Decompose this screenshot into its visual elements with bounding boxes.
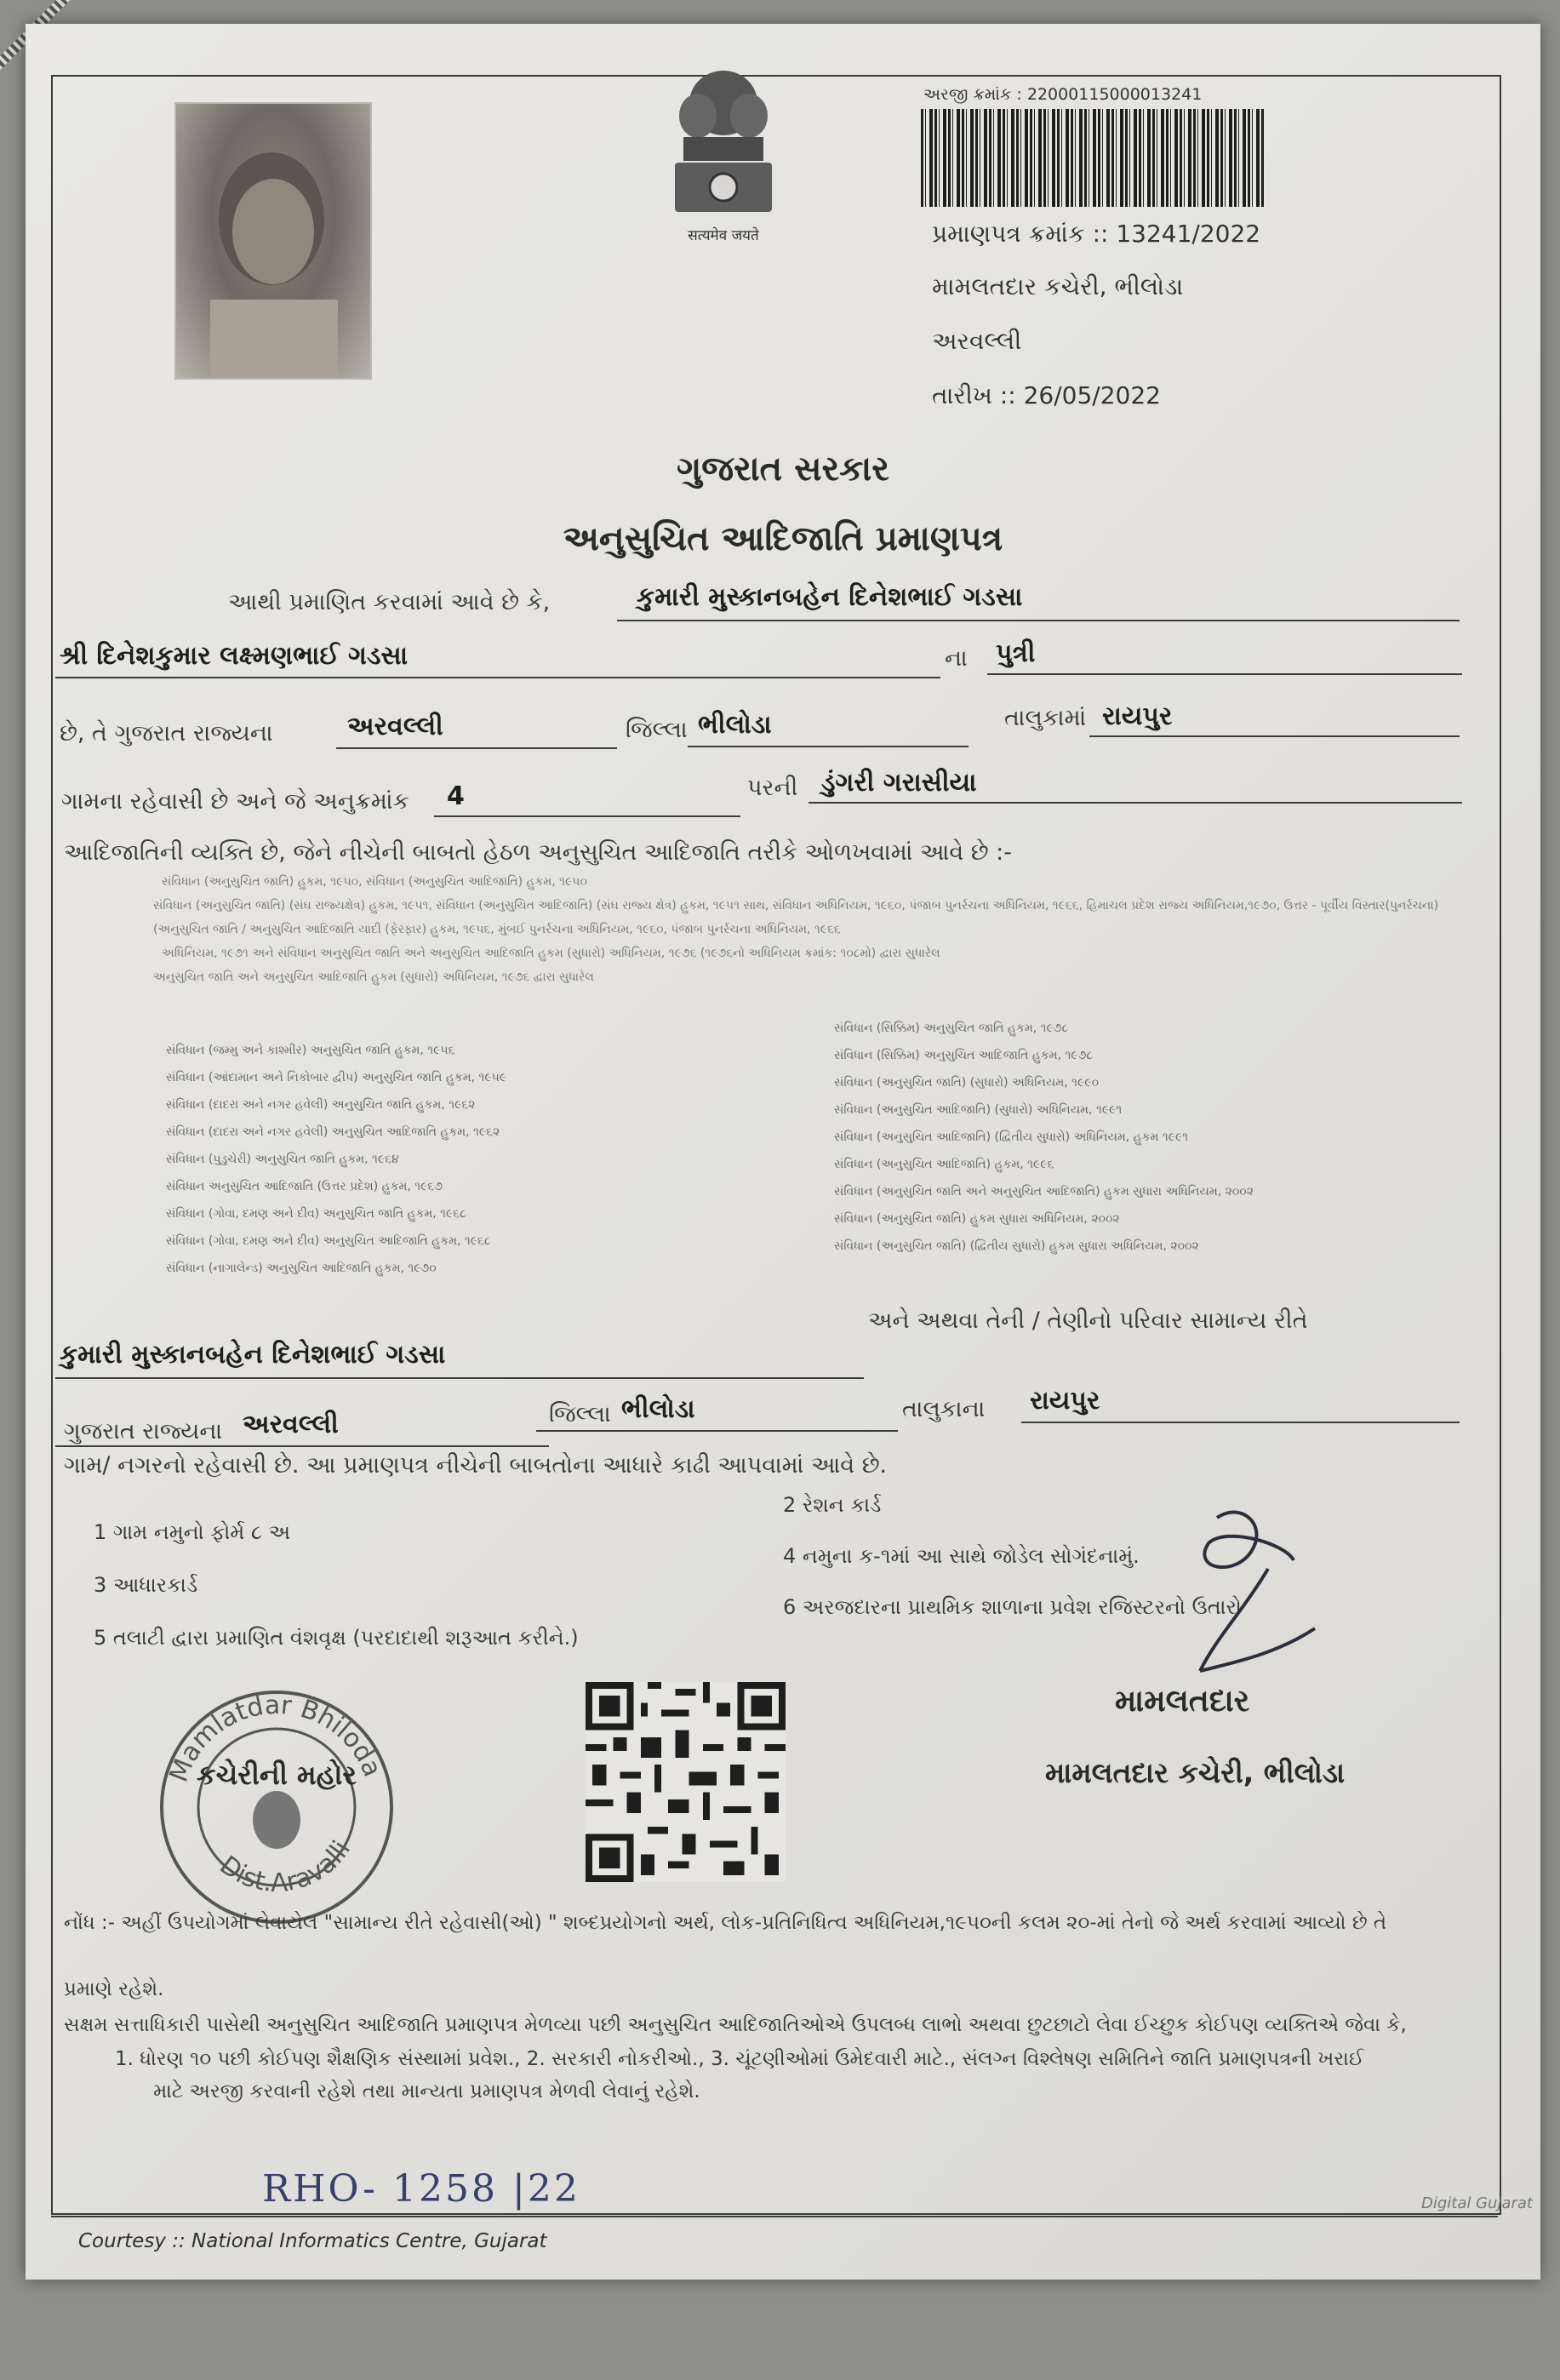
- certificate-number: પ્રમાણપત્ર ક્રમાંક :: 13241/2022: [932, 220, 1261, 248]
- taluka-underline-2: [1021, 1422, 1460, 1423]
- tribe-value: ડુંગરી ગરાસીયા: [821, 768, 977, 798]
- taluka-label-2: તાલુકાના: [902, 1396, 986, 1422]
- act-item: સંવિધાન (સિક્કિમ) અનુસુચિત આદિજાતિ હુકમ, ૧૯૭૮: [834, 1049, 1094, 1062]
- district-value-2: અરવલ્લી: [243, 1410, 339, 1439]
- act-item: સંવિધાન (જમ્મુ અને કાશ્મીર) અનુસુચિત જાતિ હુકમ, ૧૯૫૬: [166, 1044, 455, 1057]
- document-item: 6 અરજદારના પ્રાથમિક શાળાના પ્રવેશ રજિસ્ટરનો ઉતારો: [783, 1595, 1242, 1619]
- national-emblem-icon: [651, 56, 796, 252]
- legal-line: (અનુસુચિત જાતિ / અનુસુચિત આદિજાતિ યાદી (ફેરફાર) હુકમ, ૧૯૫૬, મુંબઈ પુનર્રચના અધિનિયમ, ૧૯૬૦, પંજાબ પુનર્રચના અધિનિયમ, ૧૯૬૬: [153, 923, 841, 936]
- note-line: સક્ષમ સત્તાધિકારી પાસેથી અનુસુચિત આદિજાતિ પ્રમાણપત્ર મેળવ્યા પછી અનુસુચિત આદિજાતિઓએ ઉપલબ્ધ લાભો અથવા છુટછાટો લેવા ઈચ્છુક કોઈપણ વ્યક્તિએ જેવા કે,: [64, 2014, 1407, 2036]
- signatory-designation: મામલતદાર: [1115, 1684, 1250, 1719]
- taluka-value-2: રાયપુર: [1030, 1386, 1100, 1416]
- act-item: સંવિધાન (ગોવા, દમણ અને દીવ) અનુસુચિત જાતિ હુકમ, ૧૯૬૮: [166, 1207, 466, 1221]
- act-item: સંવિધાન (આંદામાન અને નિકોબાર દ્વીપ) અનુસુચિત જાતિ હુકમ, ૧૯૫૯: [166, 1071, 507, 1084]
- relation-underline: [987, 673, 1462, 675]
- act-item: સંવિધાન (અનુસુચિત આદિજાતિ) હુકમ, ૧૯૯૬: [834, 1158, 1054, 1171]
- act-item: સંવિધાન (અનુસુચિત આદિજાતિ) (દ્વિતીય સુધારો) અધિનિયમ, હુકમ ૧૯૯૧: [834, 1130, 1189, 1144]
- state-label-2: ગુજરાત રાજ્યના: [64, 1418, 223, 1445]
- legal-line: અધિનિયમ, ૧૯૭૧ અને સંવિધાન અનુસુચિત જાતિ અને અનુસુચિત આદિજાતિ હુકમ (સુધારો) અધિનિયમ, ૧૯૭૬ (૧૯૭૬નો અધિનિયમ ક્રમાંક: ૧૦૮મો) દ્વારા સુધારેલ: [162, 947, 940, 960]
- act-item: સંવિધાન (અનુસુચિત આદિજાતિ) (સુધારો) અધિનિયમ, ૧૯૯૧: [834, 1103, 1123, 1117]
- certificate-paper: [26, 24, 1540, 2280]
- serial-underline: [434, 815, 740, 817]
- digital-gujarat-mark: Digital Gujarat: [1421, 2194, 1533, 2212]
- basis-text: ગામ/ નગરનો રહેવાસી છે. આ પ્રમાણપત્ર નીચેની બાબતોના આધારે કાઢી આપવામાં આવે છે.: [64, 1452, 888, 1479]
- applicant-name-underline: [617, 620, 1460, 621]
- father-name-underline: [55, 677, 940, 678]
- jilla-value: ભીલોડા: [698, 710, 772, 740]
- serial-number: 4: [447, 781, 465, 811]
- seal-ring-top: Mamlatdar Bhiloda: [163, 1690, 388, 1787]
- certificate-title: અનુસુચિત આદિજાતિ પ્રમાણપત્ર: [563, 519, 1003, 558]
- district-value: અરવલ્લી: [347, 712, 443, 741]
- note-line: નોંધ :- અહીં ઉપયોગમાં લેવાયેલ "સામાન્ય રીતે રહેવાસી(ઓ) " શબ્દપ્રયોગનો અર્થ, લોક-પ્રતિનિધિત્વ અધિનિયમ,૧૯૫૦ની કલમ ૨૦-માં તેનો જે અર્થ કરવામાં આવ્યો છે તે: [64, 1912, 1387, 1934]
- document-item: 5 તલાટી દ્વારા પ્રમાણિત વંશવૃક્ષ (પરદાદાથી શરૂઆત કરીને.): [94, 1626, 579, 1650]
- legal-line: અનુસુચિત જાતિ અને અનુસુચિત આદિજાતિ હુકમ (સુધારો) અધિનિયમ, ૧૯૭૬ દ્વારા સુધારેલ: [153, 970, 594, 984]
- legal-line: સંવિધાન (અનુસુચિત જાતિ) (સંઘ રાજ્યક્ષેત્ર) હુકમ, ૧૯૫૧, સંવિધાન (અનુસુચિત આદિજાતિ) (સંઘ રાજ્ય ક્ષેત્ર) હુકમ, ૧૯૫૧ સાથ, સંવિધાન અધિનિયમ, ૧૯૬૦, પંજાબ પુનર્રચના અધિનિયમ, ૧૯૬૬, હિમાચલ પ્રદેશ રાજ્ય અધિનિયમ,૧૯૭૦, ઉત્તર - પૂર્વીય વિસ્તાર(પુનર્રચના): [153, 899, 1439, 913]
- act-item: સંવિધાન (અનુસુચિત જાતિ) (સુધારો) અધિનિયમ, ૧૯૯૦: [834, 1076, 1100, 1090]
- applicant-photo: [174, 102, 372, 380]
- issuing-district: અરવલ્લી: [932, 327, 1022, 355]
- tribe-label: પરની: [747, 775, 798, 801]
- act-item: સંવિધાન (દાદરા અને નગર હવેલી) અનુસુચિત આદિજાતિ હુકમ, ૧૯૬૨: [166, 1125, 500, 1139]
- courtesy-text: Courtesy :: National Informatics Centre, Gujarat: [78, 2230, 547, 2252]
- acts-left-list: [166, 1037, 506, 1282]
- document-item: 1 ગામ નમુનો ફોર્મ ૮ અ: [94, 1520, 291, 1544]
- relation-value: પુત્રી: [996, 638, 1036, 668]
- office-seal: [153, 1684, 400, 1931]
- emblem-motto: सत्यमेव जयते: [688, 227, 759, 244]
- act-item: સંવિધાન (દાદરા અને નગર હવેલી) અનુસુચિત જાતિ હુકમ, ૧૯૬૨: [166, 1098, 476, 1112]
- jilla-underline-2: [536, 1430, 898, 1432]
- note-line: માટે અરજી કરવાની રહેશે તથા માન્યતા પ્રમાણપત્ર મેળવી લેવાનું રહેશે.: [153, 2080, 700, 2103]
- state-label: છે, તે ગુજરાત રાજ્યના: [60, 720, 273, 747]
- seal-label: કચેરીની મહોર: [197, 1759, 357, 1791]
- act-item: સંવિધાન (અનુસુચિત જાતિ અને અનુસુચિત આદિજાતિ) હુકમ સુધારા અધિનિયમ, ૨૦૦૨: [834, 1185, 1254, 1199]
- qr-code: [586, 1682, 786, 1882]
- applicant-name: કુમારી મુસ્કાનબહેન દિનેશભાઈ ગડસા: [637, 582, 1023, 612]
- acts-right-list: [834, 1015, 1254, 1260]
- taluka-label: તાલુકામાં: [1004, 705, 1087, 731]
- note-line: પ્રમાણે રહેશે.: [64, 1978, 164, 2000]
- of-label: ના: [945, 645, 968, 672]
- footer-divider: [51, 2216, 1498, 2217]
- signatory-office: મામલતદાર કચેરી, ભીલોડા: [1045, 1756, 1346, 1789]
- document-item: 2 રેશન કાર્ડ: [783, 1493, 882, 1517]
- government-title: ગુજરાત સરકાર: [677, 449, 889, 489]
- certify-label: આથી પ્રમાણિત કરવામાં આવે છે કે,: [228, 589, 551, 615]
- document-item: 4 નમુના ક-૧માં આ સાથે જોડેલ સોગંદનામું.: [783, 1544, 1140, 1568]
- act-item: સંવિધાન (અનુસુચિત જાતિ) (દ્વિતીય સુધારો) હુકમ સુધારા અધિનિયમ, ૨૦૦૨: [834, 1239, 1199, 1253]
- father-name: શ્રી દિનેશકુમાર લક્ષ્મણભાઈ ગડસા: [60, 641, 409, 671]
- barcode: [921, 109, 1266, 207]
- taluka-value: રાયપુર: [1102, 701, 1173, 731]
- resident-label: ગામના રહેવાસી છે અને જે અનુક્રમાંક: [61, 788, 409, 815]
- family-label: અને અથવા તેની / તેણીનો પરિવાર સામાન્ય રીતે: [868, 1307, 1308, 1334]
- legal-line: સંવિધાન (અનુસુચિત જાતિ) હુકમ, ૧૯૫૦, સંવિધાન (અનુસુચિત આદિજાતિ) હુકમ, ૧૯૫૦: [162, 875, 587, 889]
- jilla-value-2: ભીલોડા: [621, 1394, 695, 1424]
- act-item: સંવિધાન અનુસુચિત આદિજાતિ (ઉત્તર પ્રદેશ) હુકમ, ૧૯૬૭: [166, 1180, 443, 1193]
- application-number: અરજી ક્રમાંક : 22000115000013241: [923, 85, 1203, 104]
- taluka-underline: [1089, 735, 1460, 737]
- jilla-label-2: જિલ્લા: [549, 1401, 611, 1427]
- act-item: સંવિધાન (પુડુચેરી) અનુસુચિત જાતિ હુકમ, ૧૯૬૪: [166, 1153, 399, 1166]
- issuing-office: મામલતદાર કચેરી, ભીલોડા: [932, 272, 1184, 300]
- handwritten-reference: RHO- 1258 |22: [262, 2167, 580, 2211]
- act-item: સંવિધાન (સિક્કિમ) અનુસુચિત જાતિ હુકમ, ૧૯૭૮: [834, 1021, 1069, 1035]
- tribe-underline: [809, 802, 1462, 804]
- signature-mark: [1166, 1492, 1319, 1688]
- district-underline: [336, 747, 617, 749]
- issue-date: તારીખ :: 26/05/2022: [932, 381, 1161, 409]
- jilla-underline: [688, 746, 969, 747]
- act-item: સંવિધાન (અનુસુચિત જાતિ) હુકમ સુધારા અધિનિયમ, ૨૦૦૨: [834, 1212, 1120, 1226]
- jilla-label: જિલ્લા: [626, 717, 688, 743]
- document-item: 3 આધારકાર્ડ: [94, 1573, 198, 1597]
- recognition-text: આદિજાતિની વ્યક્તિ છે, જેને નીચેની બાબતો હેઠળ અનુસુચિત આદિજાતિ તરીકે ઓળખવામાં આવે છે :-: [64, 839, 1013, 866]
- applicant-name-repeat: કુમારી મુસ્કાનબહેન દિનેશભાઈ ગડસા: [60, 1340, 446, 1370]
- seal-ring-bottom: Dist.Aravalli: [214, 1835, 357, 1899]
- note-line: 1. ધોરણ ૧૦ પછી કોઈપણ શૈક્ષણિક સંસ્થામાં પ્રવેશ., 2. સરકારી નોકરીઓ., 3. ચૂંટણીઓમાં ઉમેદવારી માટે., સંલગ્ન વિશ્લેષણ સમિતિને જાતિ પ્રમાણપત્રની ખરાઈ: [115, 2048, 1364, 2070]
- act-item: સંવિધાન (ગોવા, દમણ અને દીવ) અનુસુચિત આદિજાતિ હુકમ, ૧૯૬૮: [166, 1234, 491, 1248]
- district-underline-2: [55, 1445, 549, 1447]
- act-item: સંવિધાન (નાગાલેન્ડ) અનુસુચિત આદિજાતિ હુકમ, ૧૯૭૦: [166, 1262, 437, 1275]
- applicant-name-repeat-underline: [55, 1377, 864, 1379]
